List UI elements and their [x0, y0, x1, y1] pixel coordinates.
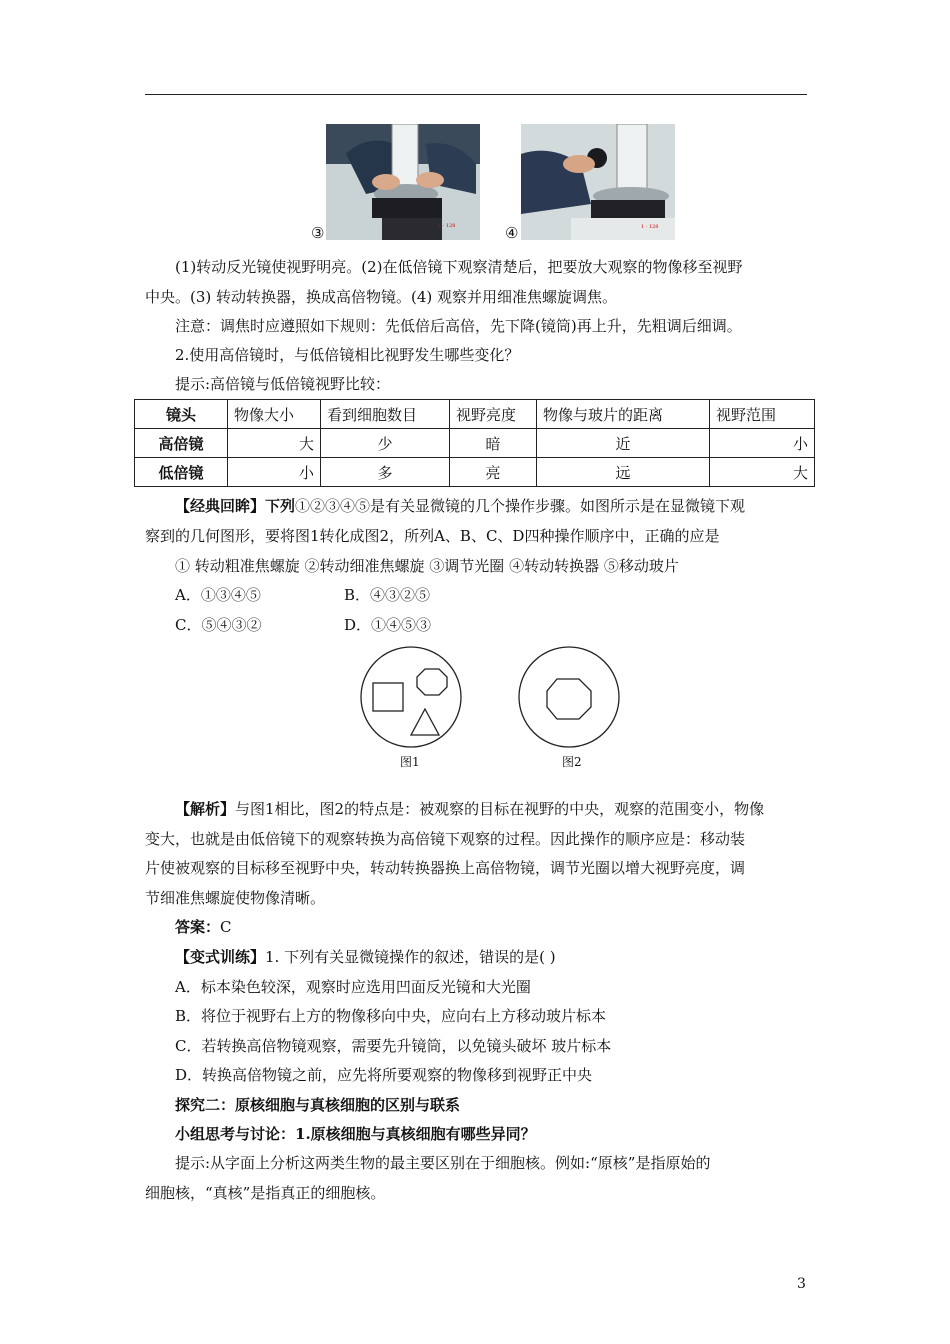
table-header-row: [135, 400, 815, 429]
classic-lead: 下列: [265, 497, 296, 515]
table-cell: 近: [537, 429, 710, 458]
option-c: C．⑤④③②: [175, 616, 262, 634]
page-number: 3: [797, 1276, 806, 1292]
table-header-cell: 视野亮度: [450, 400, 537, 429]
classic-text1: ①②③④⑤是有关显微镜的几个操作步骤。如图所示是在显微镜下观: [295, 497, 746, 515]
answer-line: [175, 917, 837, 937]
table-cell: 小: [228, 458, 321, 487]
hint2-line2: 细胞核，“真核”是指真正的细胞核。: [145, 1184, 386, 1202]
variant-q: 1. 下列有关显微镜操作的叙述，错误的是( ): [265, 948, 556, 966]
option-a: A．①③④⑤: [175, 586, 261, 604]
classic-steps: ① 转动粗准焦螺旋 ②转动细准焦螺旋 ③调节光圈 ④转动转换器 ⑤移动玻片: [175, 557, 679, 575]
table-cell: 远: [537, 458, 710, 487]
table-cell: 高倍镜: [135, 429, 228, 458]
table-header-cell: 看到细胞数目: [321, 400, 450, 429]
table-cell: 大: [228, 429, 321, 458]
table-cell: 暗: [450, 429, 537, 458]
analysis-line3: 片使被观察的目标移至视野中央，转动转换器换上高倍物镜，调节光圈以增大视野亮度，调: [145, 859, 746, 877]
analysis-tag: 【解析】: [175, 800, 236, 818]
discussion-question: 小组思考与讨论：1.原核细胞与真核细胞有哪些异同？: [175, 1125, 536, 1143]
hint-text: 提示:高倍镜与低倍镜视野比较：: [175, 375, 391, 393]
classic-line1: [175, 496, 837, 516]
table-cell: 亮: [450, 458, 537, 487]
answer-value: C: [220, 918, 232, 936]
para1-line1: (1)转动反光镜使视野明亮。(2)在低倍镜下观察清楚后，把要放大观察的物像移至视野: [175, 258, 743, 276]
table-header-cell: 镜头: [135, 400, 228, 429]
variant-option-d: D．转换高倍物镜之前，应先将所要观察的物像移到视野正中央: [175, 1066, 593, 1084]
classic-line2: 察到的几何图形，要将图1转化成图2，所列A、B、C、D四种操作顺序中，正确的应是: [145, 527, 720, 545]
table-cell: 低倍镜: [135, 458, 228, 487]
table-row: [135, 458, 815, 487]
hint2-line1: 提示:从字面上分析这两类生物的最主要区别在于细胞核。例如:“原核”是指原始的: [175, 1154, 711, 1172]
table-header-cell: 物像大小: [228, 400, 321, 429]
variant-option-b: B．将位于视野右上方的物像移向中央，应向右上方移动玻片标本: [175, 1007, 607, 1025]
microscope-photo-3: [326, 124, 480, 240]
section-2-heading: 探究二：原核细胞与真核细胞的区别与联系: [175, 1096, 461, 1114]
microscope-photo-4: [521, 124, 675, 240]
table-cell: 大: [710, 458, 815, 487]
analysis-text1: 与图1相比，图2的特点是：被观察的目标在视野的中央，观察的范围变小，物像: [235, 800, 765, 818]
option-d: D．①④⑤③: [344, 616, 432, 634]
classic-tag: 【经典回眸】: [175, 497, 266, 515]
comparison-table: [134, 399, 815, 487]
table-cell: 小: [710, 429, 815, 458]
header-rule: [145, 94, 807, 95]
variant-option-c: C．若转换高倍物镜观察，需要先升镜筒，以免镜头破坏 玻片标本: [175, 1037, 612, 1055]
analysis-line1: [175, 799, 837, 819]
para1-line2: 中央。(3) 转动转换器，换成高倍物镜。(4) 观察并用细准焦螺旋调焦。: [145, 288, 618, 306]
photo-4-label: ④: [505, 224, 519, 242]
option-b: B．④③②⑤: [344, 586, 431, 604]
analysis-line4: 节细准焦螺旋使物像清晰。: [145, 889, 326, 907]
table-header-cell: 物像与玻片的距离: [537, 400, 710, 429]
variant-question: [175, 947, 837, 967]
answer-label: 答案：: [175, 918, 221, 936]
table-row: [135, 429, 815, 458]
question-2: 2.使用高倍镜时，与低倍镜相比视野发生哪些变化？: [175, 346, 520, 364]
table-cell: 多: [321, 458, 450, 487]
table-header-cell: 视野范围: [710, 400, 815, 429]
svg-text:1 · 128: 1 · 128: [641, 224, 659, 230]
figure-1-caption: 图1: [400, 755, 420, 769]
note-text: 注意：调焦时应遵照如下规则：先低倍后高倍，先下降(镜筒)再上升，先粗调后细调。: [175, 317, 742, 335]
figure-2-caption: 图2: [562, 755, 582, 769]
table-cell: 少: [321, 429, 450, 458]
figure-1-diagram: [359, 645, 463, 749]
variant-option-a: A．标本染色较深，观察时应选用凹面反光镜和大光圈: [175, 978, 531, 996]
figure-2-diagram: [517, 645, 621, 749]
analysis-line2: 变大，也就是由低倍镜下的观察转换为高倍镜下观察的过程。因此操作的顺序应是：移动装: [145, 830, 746, 848]
photo-3-label: ③: [311, 224, 325, 242]
svg-text:1 · 128: 1 · 128: [438, 223, 456, 229]
variant-tag: 【变式训练】: [175, 948, 266, 966]
